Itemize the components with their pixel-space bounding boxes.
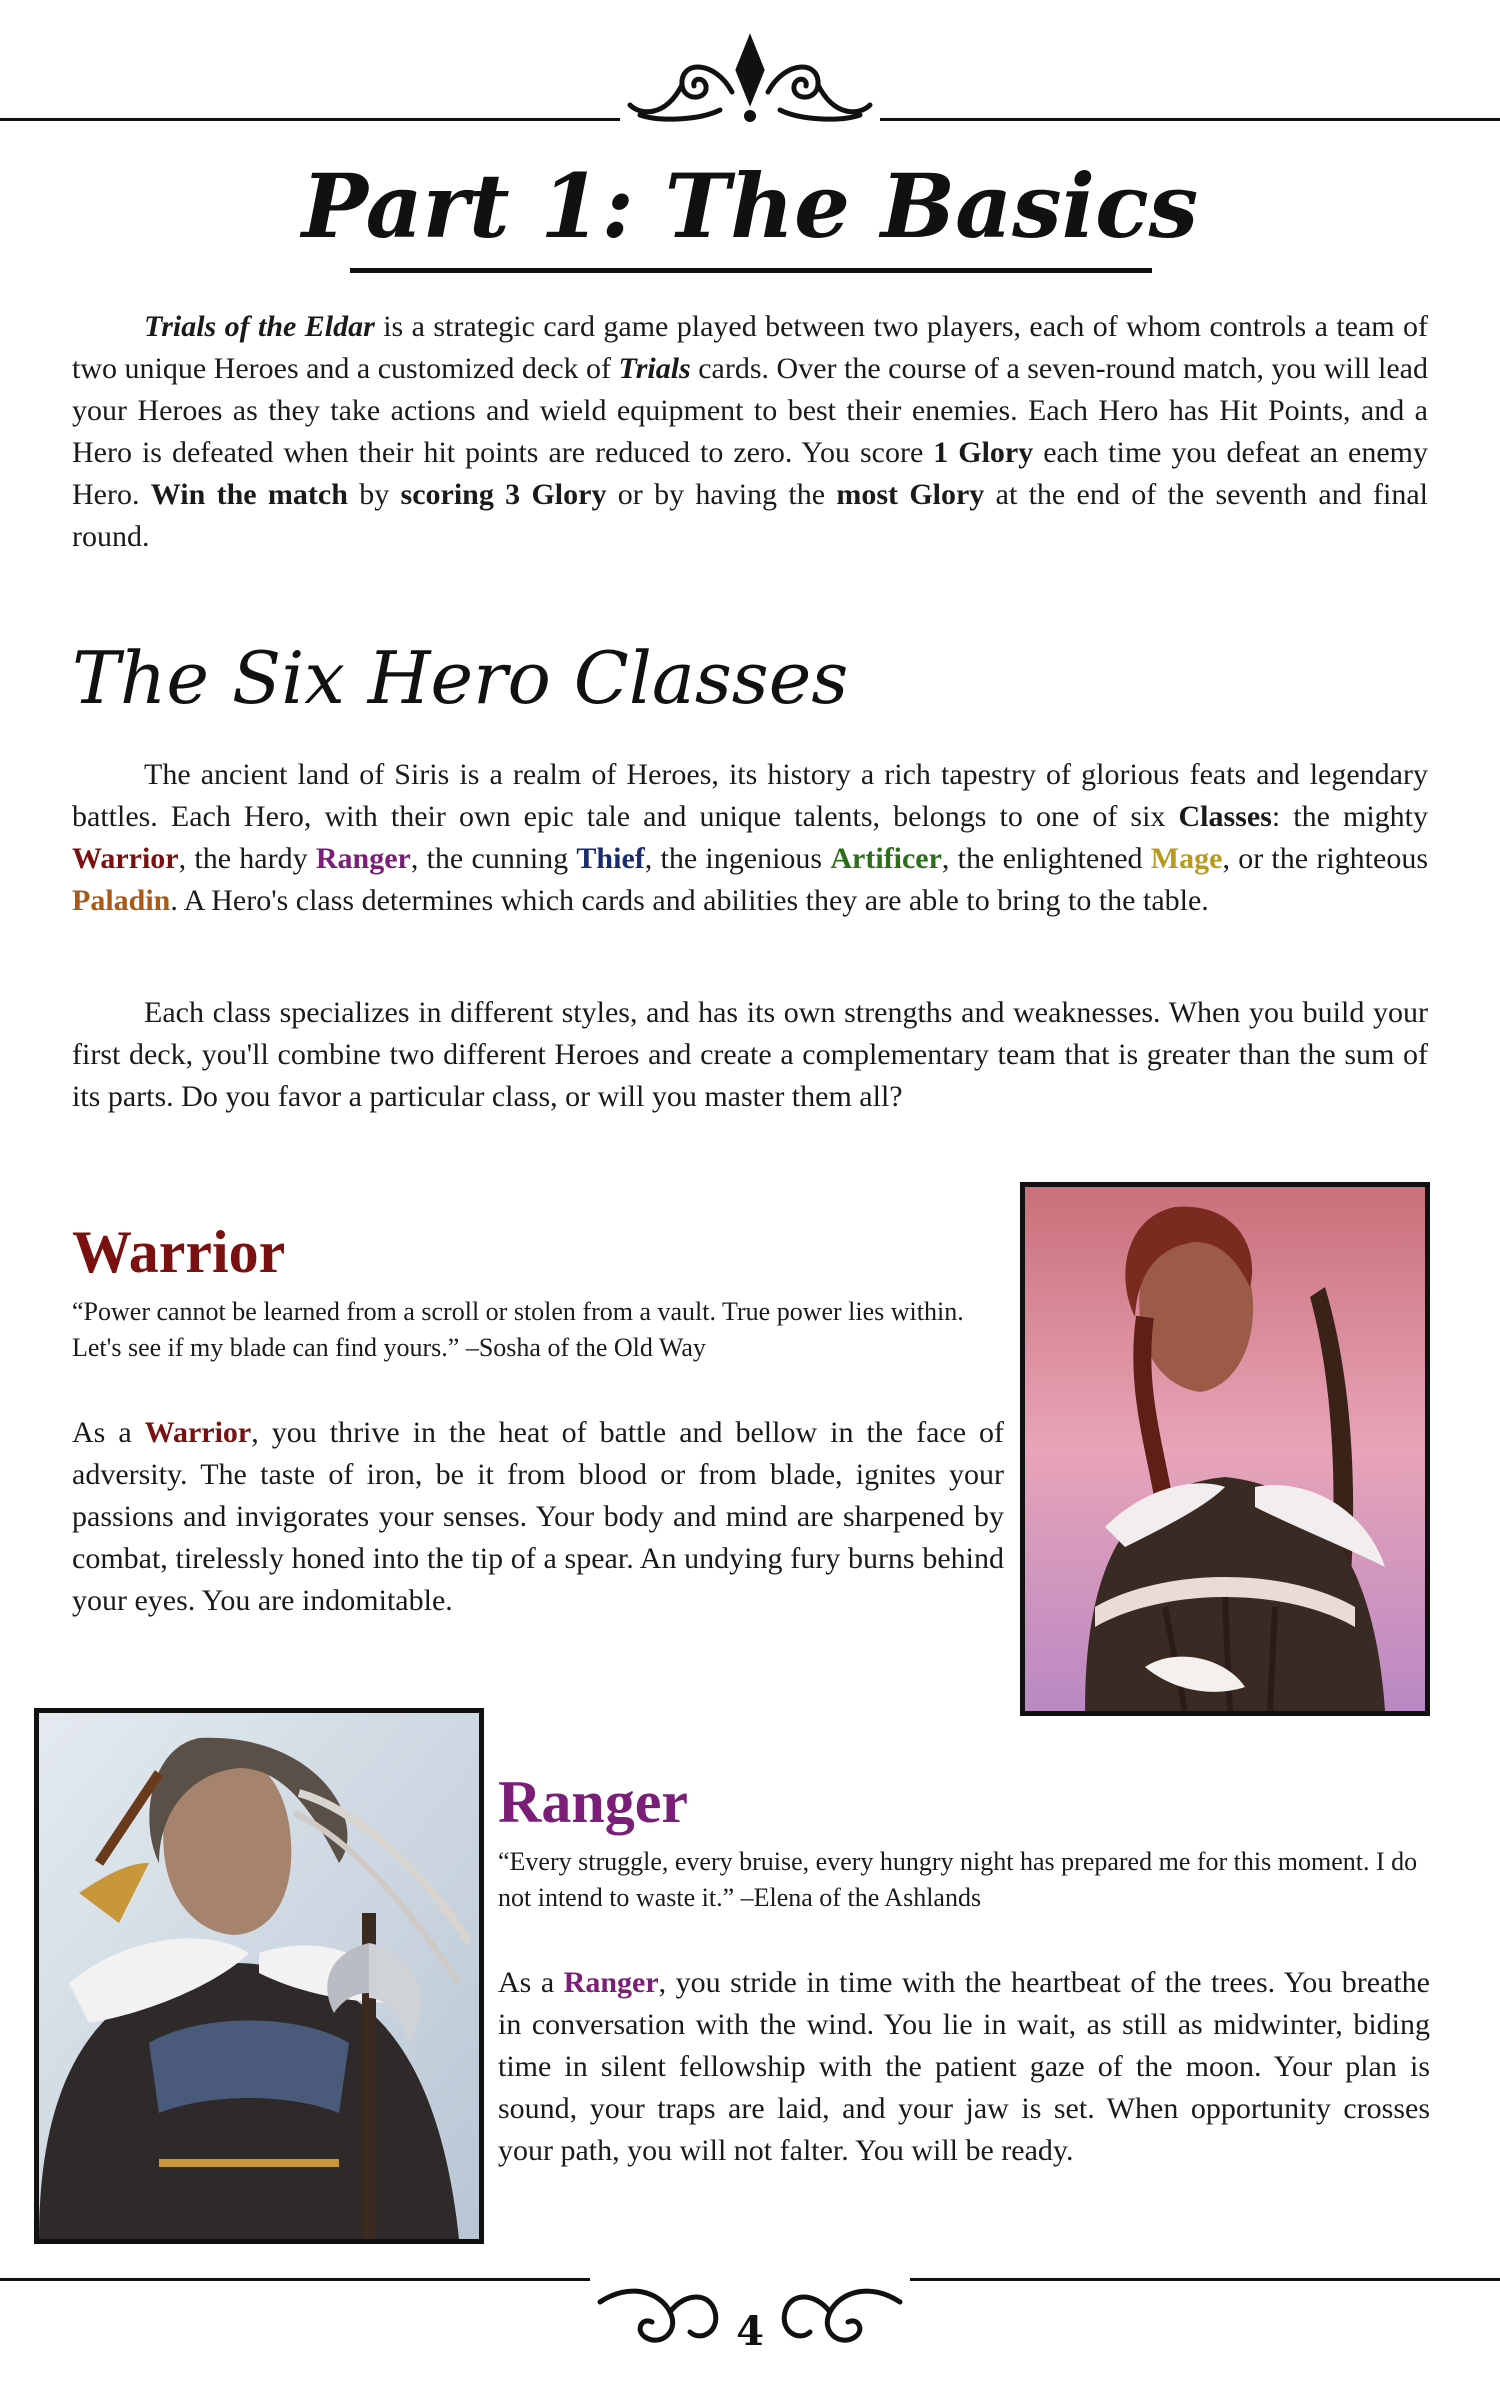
ranger-text-2: , you stride in time with the heartbeat of the trees. You breathe in conversation with the wind. You lie in wait, as still as midwinter, biding time in silent fellowship with the patient gaze of the moon. Your plan is sound, your traps are laid, and your jaw is set. When opportunity crosses your path, you will not falter. You will be ready. [498,1966,1431,2167]
mage-term: Mage [1150,842,1223,875]
specialize-paragraph: Each class specializes in different styles, and has its own strengths and weaknesses. When you build your first deck, you'll combine two different Heroes and create a complementary team that is greater than the sum of its parts. Do you favor a particular class, or will you master them all? [72,996,1428,1113]
intro-text-2: cards. Over the course of a seven-round match, you will lead your Heroes as they take actions and wield equipment to best their enemies. Each Hero has Hit Points, and a Hero is defeated when their hit points are reduced to zero. You score [72,352,1428,469]
warrior-heading: Warrior [72,1219,286,1285]
ranger-term: Ranger [315,842,411,875]
intro-text-5: or by having the [606,478,837,511]
warrior-term: Warrior [72,842,179,875]
title-underline [350,268,1152,273]
ranger-quote: “Every struggle, every bruise, every hungry night has prepared me for this moment. I do not intend to waste it.” –Elena of the Ashlands [498,1847,1418,1912]
scoring-glory-term: scoring 3 Glory [400,478,607,511]
classes-paragraph [72,754,1428,922]
warrior-name: Warrior [144,1416,252,1449]
warrior-quote: “Power cannot be learned from a scroll or stolen from a vault. True power lies within. Let's see if my blade can find yours.” –Sosha of the Old Way [72,1297,964,1362]
ranger-illustration-icon [39,1713,479,2239]
intro-text-4: by [347,478,401,511]
win-match-term: Win the match [150,478,348,511]
classes-text-2: : the mighty [1271,800,1428,833]
page-number: 4 [736,2308,764,2355]
intro-paragraph [72,306,1428,558]
warrior-text-1: As a [72,1416,145,1449]
ranger-heading: Ranger [498,1769,688,1835]
top-flourish-icon [620,30,880,125]
warrior-illustration-icon [1025,1187,1425,1711]
artificer-term: Artificer [830,842,942,875]
intro-text-1: is a strategic card game played between two players, each of whom controls a team of two unique Heroes and a customized deck of [72,310,1429,385]
intro-text-6: at the end of the seventh and final round. [72,478,1429,553]
ranger-paragraph [498,1962,1430,2172]
most-glory-term: most Glory [836,478,985,511]
ranger-text-1: As a [498,1966,564,1999]
classes-text-4: , the cunning [410,842,577,875]
section-title: The Six Hero Classes [72,636,849,720]
glory-term: 1 Glory [933,436,1034,469]
classes-text-1: The ancient land of Siris is a realm of Heroes, its history a rich tapestry of glorious feats and legendary battles. Each Hero, with their own epic tale and unique talents, belongs to one of six [72,758,1428,833]
paladin-term: Paladin [72,884,171,917]
classes-text-7: , or the righteous [1222,842,1428,875]
ranger-name: Ranger [563,1966,659,1999]
classes-text-3: , the hardy [178,842,316,875]
game-name: Trials of the Eldar [144,310,375,343]
page-title: Part 1: The Basics [301,154,1199,258]
classes-term: Classes [1178,800,1272,833]
classes-text-8: . A Hero's class determines which cards and abilities they are able to bring to the table. [170,884,1209,917]
warrior-portrait [1020,1182,1430,1716]
classes-text-6: , the enlightened [941,842,1151,875]
warrior-text-2: , you thrive in the heat of battle and bellow in the face of adversity. The taste of iron, be it from blood or from blade, ignites your passions and invigorates your senses. Your body and mind are sharpened by combat, tirelessly honed into the tip of a spear. An undying fury burns behind your eyes. You are indomitable. [72,1416,1004,1617]
ranger-portrait [34,1708,484,2244]
warrior-paragraph [72,1412,1004,1622]
trials-word: Trials [618,352,691,385]
classes-text-5: , the ingenious [644,842,831,875]
intro-text-3: each time you defeat an enemy Hero. [72,436,1428,511]
thief-term: Thief [576,842,645,875]
